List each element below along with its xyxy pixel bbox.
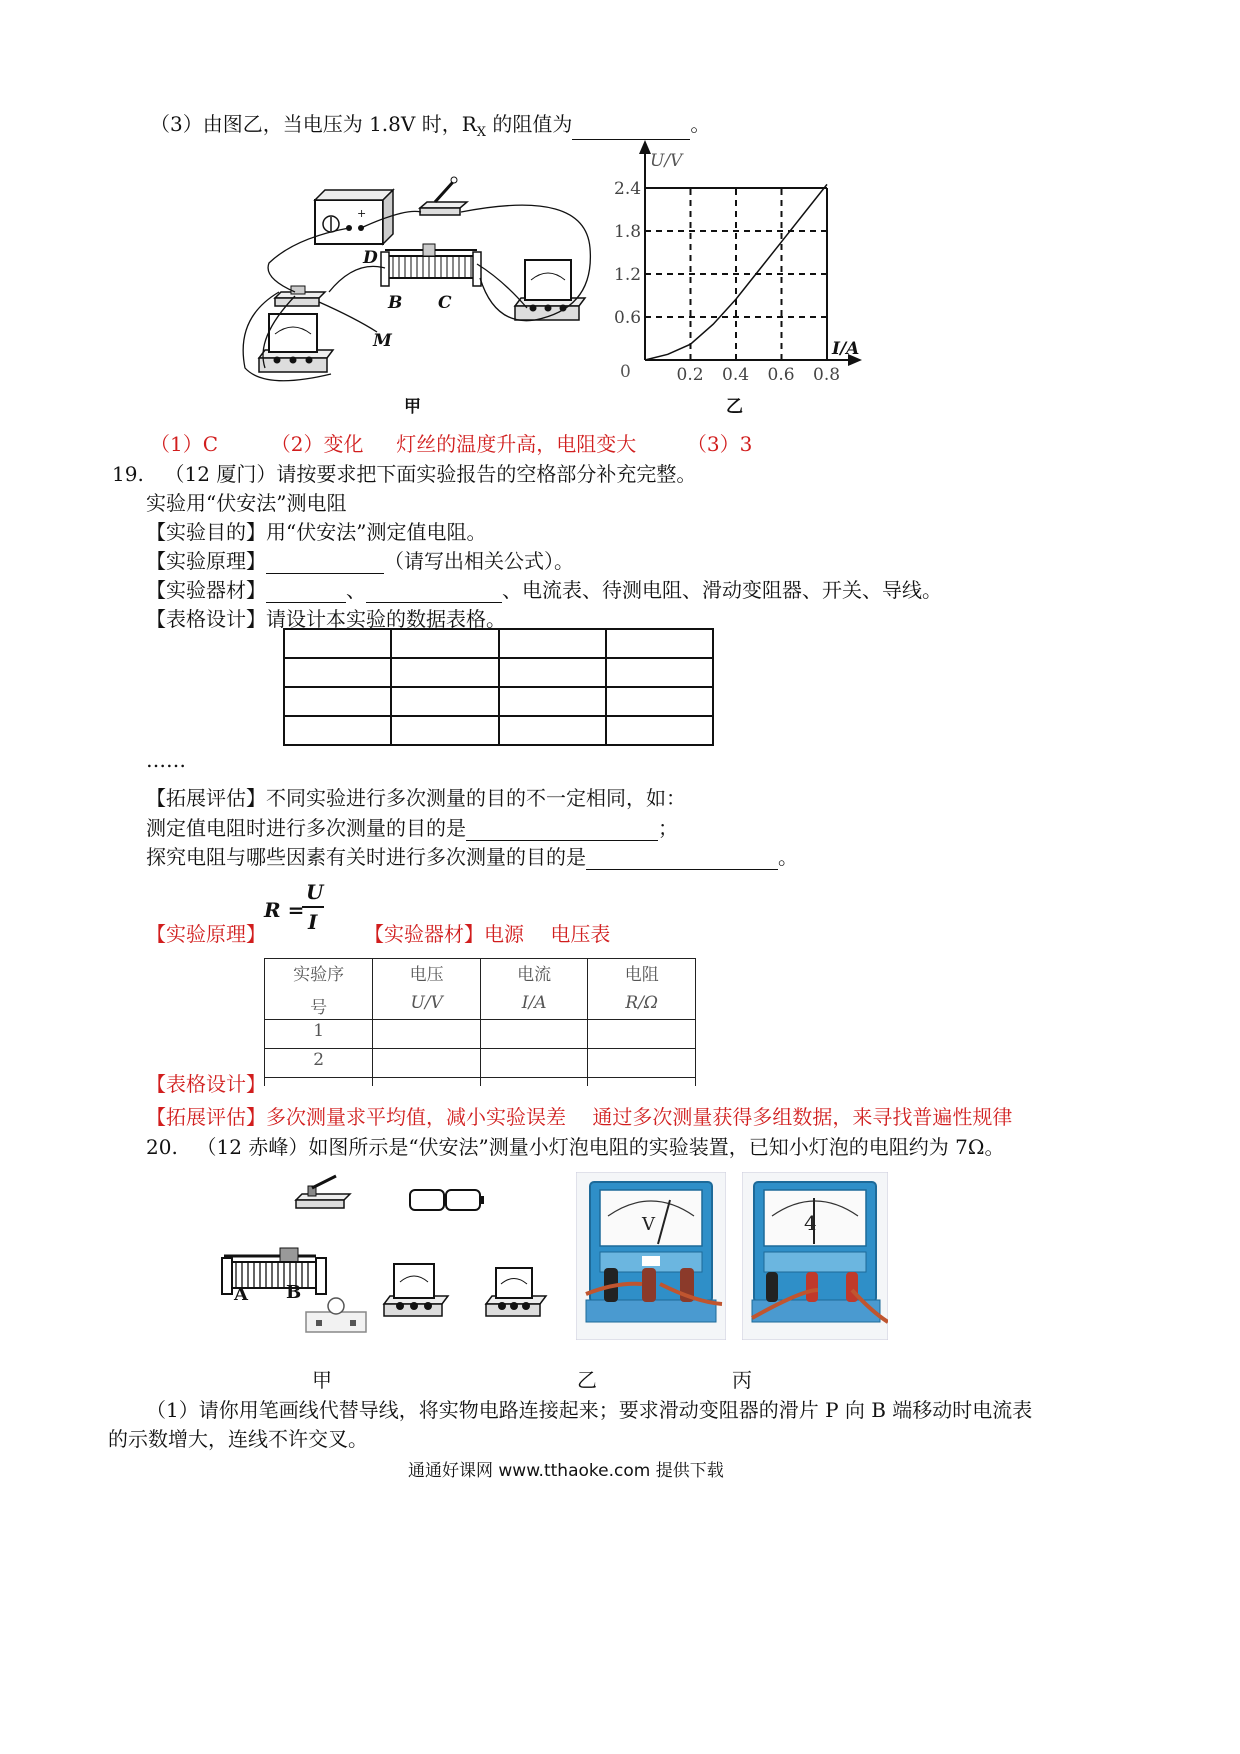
blank-data-table — [283, 628, 714, 746]
label-M: M — [373, 331, 392, 351]
q19-eval-1 — [146, 812, 678, 841]
q20-sub1-line1: （1）请你用笔画线代替导线，将实物电路连接起来；要求滑动变阻器的滑片 P 向 B 端移动时电流表 — [146, 1398, 1033, 1422]
answer-2: （2）变化 — [270, 432, 364, 456]
x-tick-label: 0.4 — [722, 365, 750, 385]
table-cell[interactable] — [499, 687, 606, 716]
caption-yi: 乙 — [726, 397, 743, 417]
answer-table — [264, 958, 696, 1086]
eval-1-blank[interactable] — [466, 818, 658, 841]
q19-table-label: 【表格设计】请设计本实验的数据表格。 — [146, 607, 506, 631]
table-cell — [588, 1020, 696, 1049]
header-cell-line2: U/V — [410, 993, 443, 1013]
row-number: 1 — [265, 1020, 373, 1049]
equipment-blank-1[interactable] — [266, 580, 346, 603]
table-cell — [588, 1049, 696, 1078]
voltmeter-icon — [384, 1264, 448, 1316]
voltmeter-photo — [576, 1172, 726, 1340]
table-cell — [480, 1020, 588, 1049]
fraction-bar — [302, 906, 324, 908]
eval-2-text: 探究电阻与哪些因素有关时进行多次测量的目的是 — [146, 845, 586, 869]
answer-eval: 【拓展评估】多次测量求平均值，减小实验误差 通过多次测量获得多组数据，来寻找普遍性规律 — [146, 1105, 1013, 1129]
table-cell[interactable] — [284, 716, 391, 745]
ammeter-icon — [486, 1268, 546, 1316]
table-cell[interactable] — [284, 629, 391, 658]
battery-icon — [410, 1190, 484, 1210]
table-cell — [373, 1078, 481, 1087]
small-component-icon — [275, 286, 325, 306]
question-text: （12 赤峰）如图所示是“伏安法”测量小灯泡电阻的实验装置，已知小灯泡的电阻约为 7Ω。 — [196, 1135, 1005, 1159]
y-tick-label: 1.8 — [614, 222, 642, 242]
label-B: B — [286, 1282, 302, 1303]
table-cell — [480, 1078, 588, 1087]
switch-icon — [420, 177, 467, 215]
answer-1: （1）C — [150, 432, 219, 456]
eval-1-text: 测定值电阻时进行多次测量的目的是 — [146, 816, 466, 840]
caption-bing: 丙 — [732, 1368, 752, 1392]
table-cell[interactable] — [284, 687, 391, 716]
header-cell — [265, 959, 373, 1020]
power-supply-icon — [315, 190, 393, 244]
origin-label: 0 — [620, 362, 631, 382]
formula-lhs: R = — [264, 898, 305, 922]
q18-sub3 — [150, 108, 710, 140]
header-cell-line1: 电流 — [517, 965, 552, 985]
footer: 通通好课网 www.tthaoke.com 提供下载 — [408, 1461, 724, 1481]
table-cell[interactable] — [499, 716, 606, 745]
svg-text:+: + — [357, 207, 367, 220]
circuit-figure-jia — [235, 168, 615, 398]
label-B: B — [388, 293, 403, 313]
table-cell[interactable] — [391, 687, 498, 716]
q19-eval-label: 【拓展评估】不同实验进行多次测量的目的不一定相同，如： — [146, 786, 686, 810]
row-number: 2 — [265, 1049, 373, 1078]
answer-blank[interactable] — [572, 117, 690, 140]
principle-hint: （请写出相关公式）。 — [384, 549, 574, 573]
caption-yi: 乙 — [577, 1368, 597, 1392]
x-tick-label: 0.8 — [813, 365, 841, 385]
question-number: 20. — [146, 1135, 178, 1159]
q18-sub3-prefix: （3）由图乙，当电压为 1.8V 时，R — [150, 112, 477, 136]
table-cell — [265, 1078, 373, 1087]
table-cell — [373, 1020, 481, 1049]
table-cell[interactable] — [499, 658, 606, 687]
equipment-rest: 、电流表、待测电阻、滑动变阻器、开关、导线。 — [502, 578, 942, 602]
eval-2-end: 。 — [778, 845, 798, 869]
q19-title — [112, 458, 696, 487]
eval-2-blank[interactable] — [586, 847, 778, 870]
header-cell-line1: 实验序 — [293, 965, 345, 985]
eval-1-end: ； — [658, 816, 678, 840]
question-text: （12 厦门）请按要求把下面实验报告的空格部分补充完整。 — [164, 462, 697, 486]
table-cell[interactable] — [606, 716, 713, 745]
ammeter-needle-label: 4 — [804, 1211, 817, 1235]
label-C: C — [438, 293, 452, 313]
table-cell — [373, 1049, 481, 1078]
table-cell[interactable] — [391, 716, 498, 745]
header-cell — [588, 959, 696, 1020]
ammeter-icon — [515, 260, 585, 320]
q18-answer — [150, 428, 752, 457]
table-cell — [588, 1078, 696, 1087]
table-cell[interactable] — [606, 629, 713, 658]
table-cell[interactable] — [391, 658, 498, 687]
ammeter-photo — [742, 1172, 888, 1340]
q19-equipment — [146, 574, 942, 603]
header-cell — [480, 959, 588, 1020]
header-cell-line2: R/Ω — [625, 993, 659, 1013]
equipment-blank-2[interactable] — [366, 580, 502, 603]
answer-principle-label: 【实验原理】 — [146, 922, 266, 946]
voltmeter-symbol: V — [642, 1214, 655, 1235]
header-cell-line2: I/A — [521, 993, 547, 1013]
table-cell[interactable] — [606, 658, 713, 687]
table-cell[interactable] — [606, 687, 713, 716]
label-D: D — [363, 248, 378, 268]
q19-intro: 实验用“伏安法”测电阻 — [146, 491, 347, 515]
y-tick-label: 1.2 — [614, 265, 642, 285]
q19-eval-2 — [146, 841, 798, 870]
table-cell[interactable] — [499, 629, 606, 658]
table-cell[interactable] — [284, 658, 391, 687]
caption-jia: 甲 — [312, 1368, 332, 1392]
table-cell — [480, 1049, 588, 1078]
switch-icon — [296, 1176, 350, 1208]
components-figure — [220, 1172, 560, 1352]
rx-subscript: X — [476, 125, 487, 140]
ellipsis: …… — [146, 748, 186, 772]
formula-numerator: U — [306, 880, 324, 904]
header-cell-line1: 电压 — [409, 965, 444, 985]
ui-chart — [600, 140, 880, 390]
rheostat-icon — [381, 244, 481, 286]
answer-3: （3）3 — [686, 432, 753, 456]
q19-purpose: 【实验目的】用“伏安法”测定值电阻。 — [146, 520, 487, 544]
q19-principle — [146, 545, 574, 574]
label-A: A — [234, 1284, 248, 1305]
answer-table-wrap — [264, 958, 696, 1086]
voltmeter-icon — [259, 314, 333, 372]
answer-2-reason: 灯丝的温度升高，电阻变大 — [396, 432, 637, 456]
x-tick-label: 0.6 — [767, 365, 795, 385]
q18-sub3-end: 。 — [690, 112, 711, 136]
principle-label: 【实验原理】 — [146, 549, 266, 573]
formula-denominator: I — [308, 910, 318, 934]
answer-equipment: 【实验器材】电源 电压表 — [364, 922, 611, 946]
header-cell-line2: 号 — [310, 998, 328, 1018]
principle-blank[interactable] — [266, 551, 384, 574]
y-tick-label: 0.6 — [614, 308, 642, 328]
q20-title — [146, 1131, 1004, 1160]
caption-jia: 甲 — [404, 397, 421, 417]
y-axis-label: U/V — [650, 151, 683, 171]
equipment-label: 【实验器材】 — [146, 578, 266, 602]
header-cell — [373, 959, 481, 1020]
y-tick-label: 2.4 — [614, 179, 642, 199]
question-number: 19. — [112, 462, 144, 486]
x-axis-label: I/A — [832, 339, 860, 359]
x-tick-label: 0.2 — [676, 365, 704, 385]
bulb-icon — [306, 1298, 366, 1332]
equipment-separator: 、 — [346, 578, 366, 602]
q18-sub3-suffix: 的阻值为 — [486, 112, 573, 136]
answer-table-label: 【表格设计】 — [146, 1072, 266, 1096]
table-cell[interactable] — [391, 629, 498, 658]
header-cell-line1: 电阻 — [624, 965, 659, 985]
q20-sub1-line2: 的示数增大，连线不许交叉。 — [108, 1427, 368, 1451]
chart-axes — [639, 140, 862, 366]
chart-grid — [645, 188, 827, 360]
